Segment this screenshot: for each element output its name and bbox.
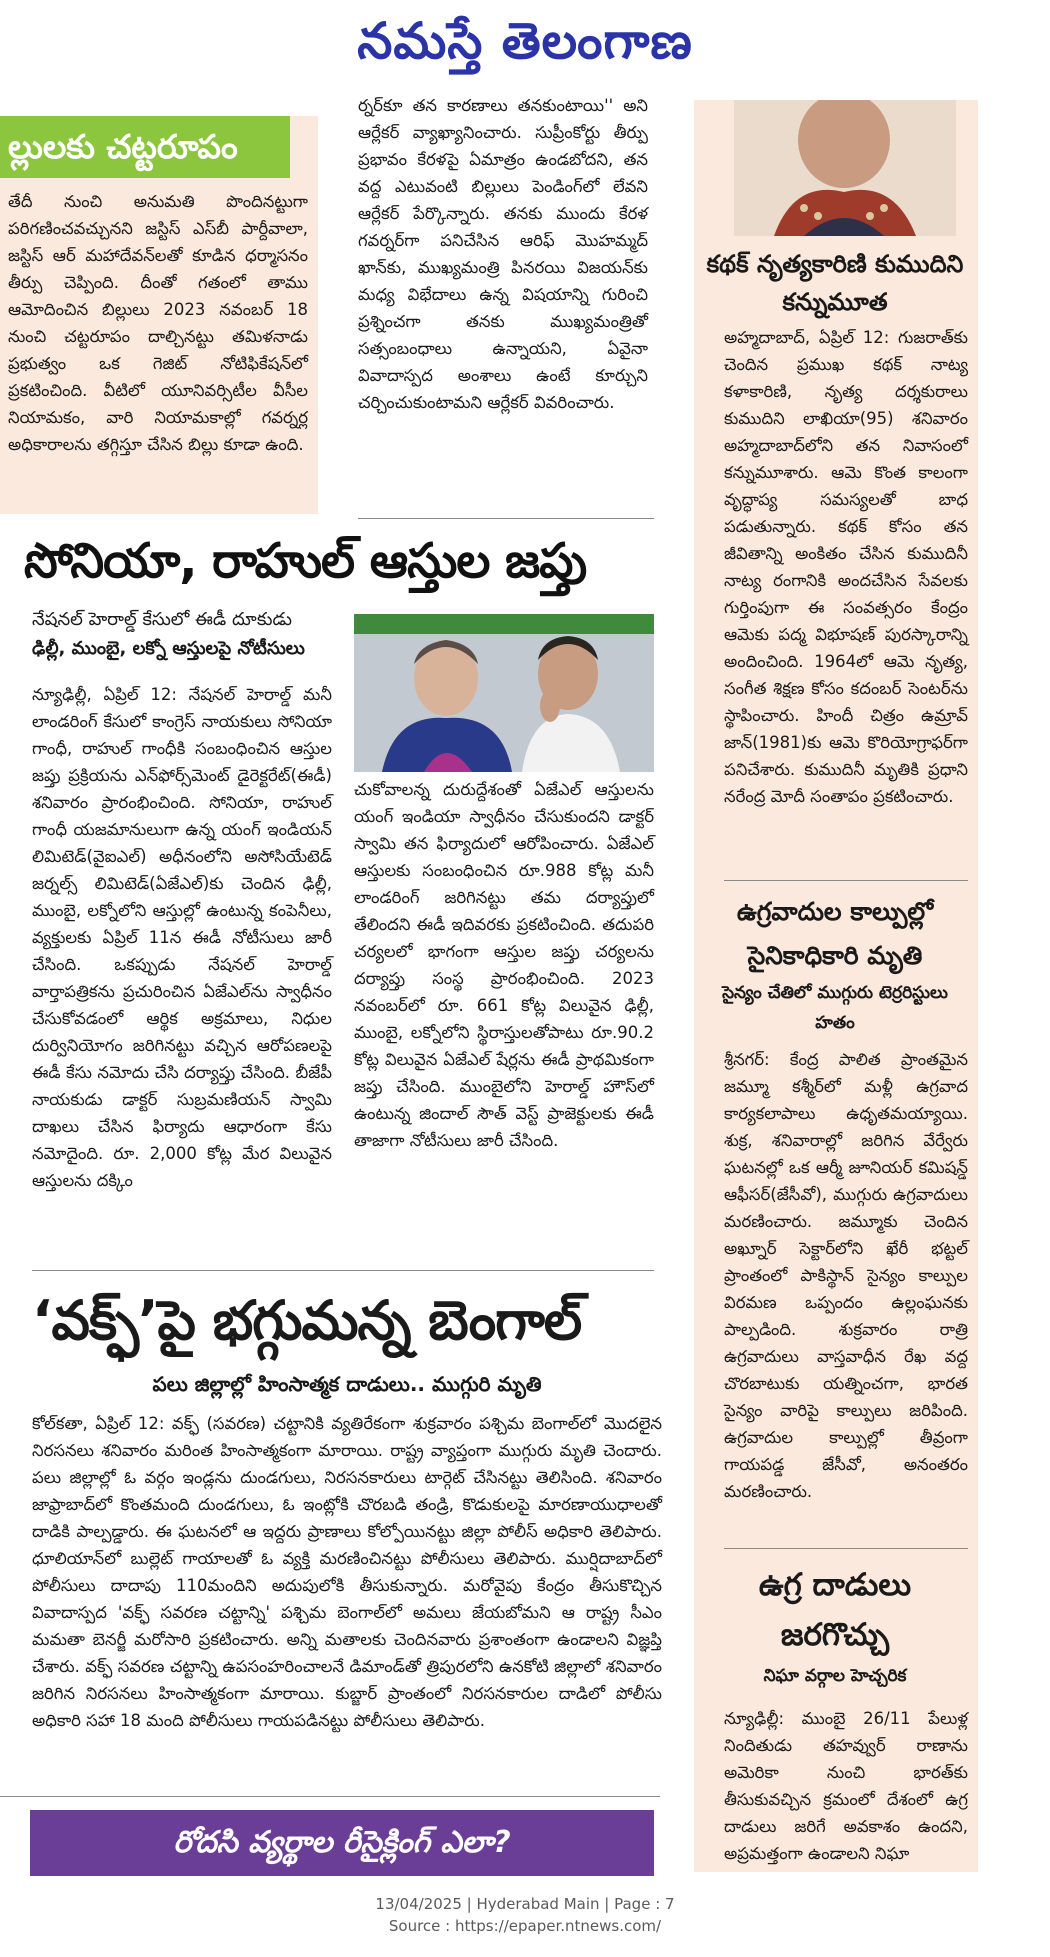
sonia-headline: సోనియా, రాహుల్ ఆస్తుల జప్తు [24,533,587,589]
divider [724,1548,968,1549]
divider [358,518,654,519]
kumudini-photo [734,100,956,236]
militants-headline: ఉగ్రవాదుల కాల్పుల్లో సైనికాధికారి మృతి [736,897,934,970]
attacks-subheading: నిఘా వర్గాల హెచ్చరిక [763,1666,907,1686]
sonia-text-right: చుకోవాలన్న దురుద్దేశంతో ఏజేఎల్ ఆస్తులను యంగ్ ఇండియా స్వాధీనం చేసుకుందని డాక్టర్ స్వామి తన ఫిర్యాదులో ఆరోపించారు. ఏజేఎల్ ఆస్తులకు సంబంధించిన రూ.988 కోట్ల మనీ లాండరింగ్ జరిగినట్టు తమ దర్యాప్తులో తేలిందని ఈడీ ఇదివరకు ప్రకటించింది. తదుపరి చర్యలలో భాగంగా ఆస్తుల జప్తు చర్యలను దర్యాప్తు సంస్థ ప్రారంభించింది. 2023 నవంబర్‌లో రూ. 661 కోట్ల విలువైన ఢిల్లీ, ముంబై, లక్నోలోని స్థిరాస్తులతోపాటు రూ.90.2 కోట్ల విలువైన ఏజేఎల్ షేర్లను ఈడీ ప్రాథమికంగా జప్తు చేసింది. ముంబైలోని హెరాల్డ్ హౌస్‌లో ఉంటున్న జిందాల్ సౌత్ వెస్ట్ ప్రాజెక్టులకు ఈడీ తాజాగా నోటీసులు జారీ చేసింది. [354,780,654,1150]
attacks-text: న్యూఢిల్లీ: ముంబై 26/11 పేలుళ్ల నిందితుడు తహవ్వుర్ రాణాను అమెరికా నుంచి భారత్‌కు తీసుకువచ్చిన క్రమంలో దేశంలో ఉగ్ర దాడులు జరిగే అవకాశం ఉందని, అప్రమత్తంగా ఉండాలని నిఘా [724,1709,968,1863]
militants-text: శ్రీనగర్: కేంద్ర పాలిత ప్రాంతమైన జమ్మూ కశ్మీర్‌లో మళ్లీ ఉగ్రవాద కార్యకలాపాలు ఉధృతమయ్యాయి. శుక్ర, శనివారాల్లో జరిగిన వేర్వేరు ఘటనల్లో ఒక ఆర్మీ జూనియర్ కమిషన్డ్ ఆఫీసర్(జేసీవో), ముగ్గురు ఉగ్రవాదులు మరణించారు. జమ్మూకు చెందిన అఖ్నూర్ సెక్టార్‌లోని ఖేరీ భట్టల్ ప్రాంతంలో పాకిస్థాన్ సైన్యం కాల్పుల విరమణ ఒప్పందం ఉల్లంఘనకు పాల్పడింది. శుక్రవారం రాత్రి ఉగ్రవాదులు వాస్తవాధీన రేఖ వద్ద చొరబాటుకు యత్నించగా, భారత సైన్యం వారిపై కాల్పులు జరిపింది. ఉగ్రవాదుల కాల్పుల్లో తీవ్రంగా గాయపడ్డ జేసీవో, అనంతరం మరణించారు. [724,1050,968,1501]
space-debris-banner: రోదసి వ్యర్థాల రీసైక్లింగ్ ఎలా? [30,1810,654,1876]
sonia-rahul-photo [354,614,654,772]
sonia-subdeck: ఢిల్లీ, ముంబై, లక్నో ఆస్తులపై నోటీసులు [32,638,305,659]
kathak-text: అహ్మదాబాద్, ఏప్రిల్ 12: గుజరాత్‌కు చెందిన ప్రముఖ కథక్ నాట్య కళాకారిణి, నృత్య దర్శకురాలు కుముదిని లాఖియా(95) శనివారం అహ్మదాబాద్‌లోని తన నివాసంలో కన్నుమూశారు. ఆమె కొంత కాలంగా వృద్ధాప్య సమస్యలతో బాధ పడుతున్నారు. కథక్ కోసం తన జీవితాన్ని అంకితం చేసిన కుముదినీ నాట్య రంగానికి అందచేసిన సేవలకు గుర్తింపుగా ఈ సంవత్సరం కేంద్రం ఆమెకు పద్మ విభూషణ్ పురస్కారాన్ని అందించింది. 1964లో ఆమె నృత్య, సంగీత శిక్షణ కోసం కదంబర్ సెంటర్‌ను స్థాపించారు. హిందీ చిత్రం ఉమ్రావ్ జాన్(1981)కు ఆమె కొరియోగ్రాఫర్‌గా పనిచేశారు. కుముదినీ మృతికి ప్రధాని నరేంద్ర మోదీ సంతాపం ప్రకటించారు. [724,328,968,806]
militants-subheading: సైన్యం చేతిలో ముగ్గురు టెర్రరిస్టులు హతం [722,983,948,1033]
bills-law-text: తేదీ నుంచి అనుమతి పొందినట్టుగా పరిగణించవచ్చునని జస్టిస్ ఎస్‌బీ పార్దీవాలా, జస్టిస్ ఆర్ మహాదేవన్‌లతో కూడిన ధర్మాసనం తీర్పు చెప్పింది. దీంతో గతంలో తాము ఆమోదించిన బిల్లులు 2023 నవంబర్ 18 నుంచి చట్టరూపం దాల్చినట్టు తమిళనాడు ప్రభుత్వం ఒక గెజిట్ నోటిఫికేషన్‌లో ప్రకటించింది. వీటిలో యూనివర్సిటీల వీసీల నియామకం, వారి నియామకాల్లో గవర్నర్ల అధికారాలను తగ్గిస్తూ చేసిన బిల్లు కూడా ఉంది. [8,192,308,454]
waqf-text: కోల్‌కతా, ఏప్రిల్ 12: వక్ఫ్ (సవరణ) చట్టానికి వ్యతిరేకంగా శుక్రవారం పశ్చిమ బెంగాల్‌లో మొదలైన నిరసనలు శనివారం మరింత హింసాత్మకంగా మారాయి. రాష్ట్ర వ్యాప్తంగా ముగ్గురు మృతి చెందారు. పలు జిల్లాల్లో ఓ వర్గం ఇండ్లను దుండగులు, నిరసనకారులు టార్గెట్ చేసినట్టు తెలిసింది. శనివారం జాఫ్రాబాద్‌లో కొంతమంది దుండగులు, ఓ ఇంట్లోకి చొరబడి తండ్రి, కొడుకులపై మారణాయుధాలతో దాడికి పాల్పడ్డారు. ఈ ఘటనలో ఆ ఇద్దరు ప్రాణాలు కోల్పోయినట్టు జిల్లా పోలీస్ అధికారి తెలిపారు. ధూలియాన్‌లో బుల్లెట్ గాయాలతో ఓ వ్యక్తి మరణించినట్టు పోలీసులు తెలిపారు. ముర్షిదాబాద్‌లో పోలీసులు దాదాపు 110మందిని అదుపులోకి తీసుకున్నారు. మరోవైపు కేంద్రం తీసుకొచ్చిన వివాదాస్పద 'వక్ఫ్ సవరణ చట్టాన్ని' పశ్చిమ బెంగాల్‌లో అమలు జేయబోమని ఆ రాష్ట్ర సీఎం మమతా బెనర్జీ మరోసారి ప్రకటించారు. అన్ని మతాలకు చెందినవారు ప్రశాంతంగా ఉండాలని విజ్ఞప్తి చేశారు. వక్ఫ్ సవరణ చట్టాన్ని ఉపసంహరించాలనే డిమాండ్‌తో త్రిపురలోని ఉనకోటి జిల్లాలో శనివారం జరిగిన నిరసనలు హింసాత్మకంగా మారాయి. కుబ్జార్ ప్రాంతంలో నిరసనకారుల దాడిలో పోలీసు అధికారి సహా 18 మంది పోలీసులు గాయపడినట్టు పోలీసులు తెలిపారు. [32,1414,662,1730]
bills-law-banner: ల్లులకు చట్టరూపం [0,116,290,178]
kerala-governor-text: ర్నర్‌కూ తన కారణాలు తనకుంటాయి'' అని ఆర్లేకర్ వ్యాఖ్యానించారు. సుప్రీంకోర్టు తీర్పు ప్రభావం కేరళపై ఏమాత్రం ఉండబోదని, తన వద్ద ఎటువంటి బిల్లులు పెండింగ్‌లో లేవని ఆర్లేకర్ పేర్కొన్నారు. తనకు ముందు కేరళ గవర్నర్‌గా పనిచేసిన ఆరిఫ్ మొహమ్మద్ ఖాన్‌కు, ముఖ్యమంత్రి పినరయి విజయన్‌కు మధ్య విభేదాలు ఉన్న విషయాన్ని గురించి ప్రశ్నించగా తనకు ముఖ్యమంత్రితో సత్సంబంధాలు ఉన్నాయని, ఏవైనా వివాదాస్పద అంశాలు ఉంటే కూర్చుని చర్చించుకుంటామని ఆర్లేకర్ వివరించారు. [358,96,648,412]
divider [724,880,968,881]
divider [0,1796,660,1797]
footer-source-link: Source : https://epaper.ntnews.com/ [388,1917,662,1935]
kathak-headline: కథక్ నృత్యకారిణి కుముదిని కన్నుమూత [706,250,964,316]
sonia-deck: నేషనల్ హెరాల్డ్ కేసులో ఈడీ దూకుడు [32,609,292,630]
masthead-title: నమస్తే తెలంగాణ [357,11,693,70]
waqf-headline: ‘వక్ఫ్’పై భగ్గుమన్న బెంగాల్ [32,1289,582,1352]
divider [32,1270,654,1271]
sonia-text-left: న్యూఢిల్లీ, ఏప్రిల్ 12: నేషనల్ హెరాల్డ్ మనీ లాండరింగ్ కేసులో కాంగ్రెస్ నాయకులు సోనియా గాంధీ, రాహుల్ గాంధీకి సంబంధించిన ఆస్తుల జప్తు ప్రక్రియను ఎన్‌ఫోర్స్‌మెంట్ డైరెక్టరేట్(ఈడీ) శనివారం ప్రారంభించింది. సోనియా, రాహుల్ గాంధీ యజమానులుగా ఉన్న యంగ్ ఇండియన్ లిమిటెడ్(వైఐఎల్) అధీనంలోని అసోసియేటెడ్ జర్నల్స్ లిమిటెడ్(ఏజేఎల్)కు చెందిన ఢిల్లీ, ముంబై, లక్నోలోని ఆస్తుల్లో ఉంటున్న కంపెనీలు, వ్యక్తులకు ఏప్రిల్ 11న ఈడీ నోటీసులు జారీ చేసింది. ఒకప్పుడు నేషనల్ హెరాల్డ్ వార్తాపత్రికను ప్రచురించిన ఏజేఎల్‌ను స్వాధీనం చేసుకోవడంలో ఆర్థిక అక్రమాలు, నిధుల దుర్వినియోగం జరిగినట్టు వచ్చిన ఆరోపణలపై ఈడీ కేసు నమోదు చేసి దర్యాప్తు చేసింది. బీజేపీ నాయకుడు డాక్టర్ సుబ్రమణియన్ స్వామి దాఖలు చేసిన ఫిర్యాదు ఆధారంగా కేసు నమోదైంది. రూ. 2,000 కోట్ల మేర విలువైన ఆస్తులను దక్కిం [32,685,332,1190]
footer-edition-info: 13/04/2025 | Hyderabad Main | Page : 7 [375,1895,675,1913]
waqf-subheading: పలు జిల్లాల్లో హింసాత్మక దాడులు.. ముగ్గురి మృతి [152,1372,542,1396]
attacks-headline: ఉగ్ర దాడులు జరగొచ్చు [758,1567,912,1653]
